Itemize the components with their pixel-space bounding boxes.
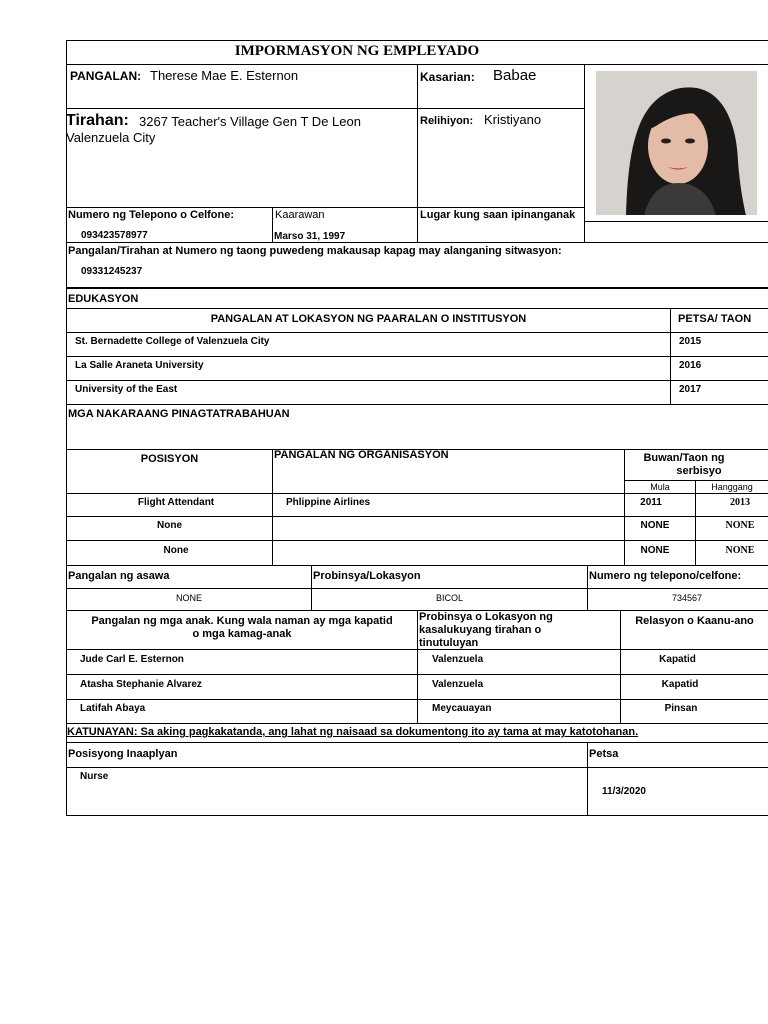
- work-col-from: Mula: [650, 482, 670, 492]
- relative-location: Valenzuela: [432, 679, 484, 690]
- education-year: 2015: [679, 336, 702, 347]
- sex-value: Babae: [493, 67, 537, 84]
- phone-label: Numero ng Telepono o Celfone:: [68, 209, 235, 221]
- work-to: NONE: [725, 520, 755, 531]
- work-col-position: POSISYON: [140, 453, 199, 465]
- name-value: Therese Mae E. Esternon: [150, 68, 299, 83]
- education-section-border: [66, 289, 67, 309]
- phone-value: 093423578977: [81, 230, 148, 241]
- spouse-province-label: Probinsya/Lokasyon: [313, 570, 421, 582]
- work-from: NONE: [640, 545, 670, 556]
- address-line2: Valenzuela City: [66, 130, 156, 145]
- spouse-phone-label: Numero ng telepono/celfone:: [589, 570, 742, 582]
- relative-location: Valenzuela: [432, 654, 484, 665]
- spouse-phone-value: 734567: [671, 593, 703, 603]
- relative-name: Atasha Stephanie Alvarez: [80, 679, 202, 690]
- work-from: 2011: [640, 497, 662, 508]
- address-label: Tirahan:: [66, 112, 129, 129]
- relative-relation: Kapatid: [659, 654, 696, 665]
- education-section-label: EDUKASYON: [68, 293, 139, 305]
- applied-position-cell: [66, 767, 588, 816]
- work-org: Phlippine Airlines: [286, 497, 371, 508]
- work-position: None: [163, 545, 189, 556]
- form-title: IMPORMASYON NG EMPLEYADO: [234, 43, 480, 59]
- relative-name: Jude Carl E. Esternon: [80, 654, 184, 665]
- relatives-col-location-3: tinutuluyan: [419, 637, 479, 649]
- relatives-col-name-1: Pangalan ng mga anak. Kung wala naman ay mga kapatid: [91, 615, 393, 627]
- address-line1: 3267 Teacher's Village Gen T De Leon: [139, 114, 361, 129]
- work-to: 2013: [730, 497, 750, 508]
- relatives-col-location-2: kasalukuyang tirahan o: [419, 624, 542, 636]
- religion-value: Kristiyano: [484, 112, 542, 127]
- relative-relation: Pinsan: [664, 703, 698, 714]
- table-row: [272, 516, 625, 541]
- education-school: La Salle Araneta University: [75, 360, 204, 371]
- education-school: St. Bernadette College of Valenzuela City: [75, 336, 270, 347]
- portrait-image: [596, 71, 757, 215]
- work-position: Flight Attendant: [137, 497, 215, 508]
- spouse-name-label: Pangalan ng asawa: [68, 570, 170, 582]
- work-from: NONE: [640, 520, 670, 531]
- work-section-label: MGA NAKARAANG PINAGTATRABAHUAN: [68, 408, 290, 420]
- education-col-year: PETSA/ TAON: [678, 313, 752, 325]
- date-label: Petsa: [589, 748, 619, 760]
- relatives-col-name-2: o mga kamag-anak: [192, 628, 292, 640]
- relative-relation: Kapatid: [661, 679, 699, 690]
- relative-name: Latifah Abaya: [80, 703, 146, 714]
- sex-label: Kasarian:: [420, 70, 475, 84]
- emergency-label: Pangalan/Tirahan at Numero ng taong puwedeng makausap kapag may alanganing sitwasyon:: [68, 245, 562, 257]
- date-value: 11/3/2020: [602, 786, 646, 797]
- relatives-col-location-1: Probinsya o Lokasyon ng: [419, 611, 553, 623]
- employee-photo: [596, 71, 757, 215]
- birthplace-label: Lugar kung saan ipinanganak: [420, 209, 576, 221]
- work-col-to: Hanggang: [711, 482, 753, 492]
- work-col-period-1: Buwan/Taon ng: [643, 452, 725, 464]
- emergency-value: 09331245237: [81, 266, 143, 277]
- applied-position-label: Posisyong Inaaplyan: [68, 748, 178, 760]
- education-year: 2017: [679, 384, 702, 395]
- education-col-school: PANGALAN AT LOKASYON NG PAARALAN O INSTITUSYON: [210, 313, 527, 325]
- work-position: None: [157, 520, 182, 531]
- spouse-name-value: NONE: [175, 593, 202, 603]
- applied-position-value: Nurse: [80, 771, 109, 782]
- work-col-period-2: serbisyo: [676, 465, 722, 477]
- education-school: University of the East: [75, 384, 178, 395]
- name-label: PANGALAN:: [70, 69, 142, 83]
- religion-label: Relihiyon:: [420, 115, 474, 127]
- work-to: NONE: [725, 545, 755, 556]
- relatives-col-relation: Relasyon o Kaanu-ano: [635, 615, 754, 627]
- certification-text: KATUNAYAN: Sa aking pagkakatanda, ang lahat ng naisaad sa dokumentong ito ay tama at may katotohanan.: [67, 726, 639, 738]
- birthday-value: Marso 31, 1997: [274, 231, 346, 242]
- table-row: [272, 540, 625, 566]
- work-col-org: PANGALAN NG ORGANISASYON: [274, 449, 449, 461]
- education-year: 2016: [679, 360, 702, 371]
- relative-location: Meycauayan: [432, 703, 492, 714]
- spouse-province-value: BICOL: [435, 593, 463, 603]
- birthday-label: Kaarawan: [275, 209, 325, 221]
